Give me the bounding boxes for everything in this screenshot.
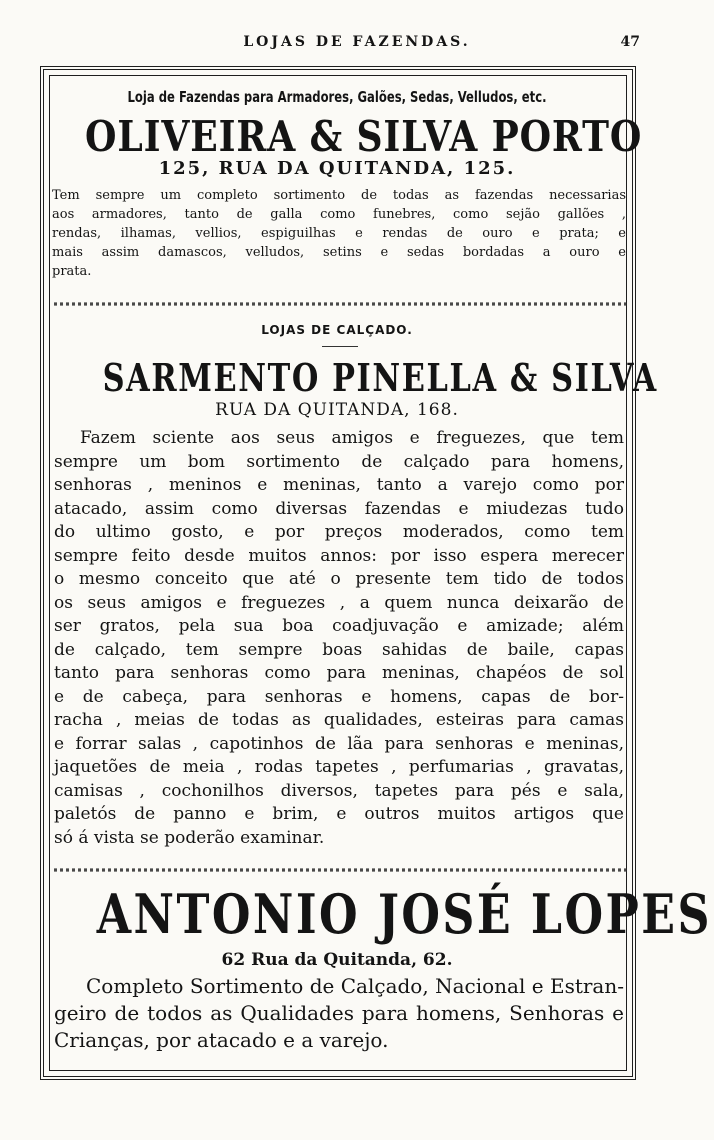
short-rule: [322, 346, 358, 347]
running-head-title: LOJAS DE FAZENDAS.: [243, 34, 471, 50]
ad2-body-line: e de cabeça, para senhoras e homens, capas de bor-: [54, 686, 624, 707]
ad1-address: 125, RUA DA QUITANDA, 125.: [158, 158, 516, 179]
ad2-body-line: de calçado, tem sempre boas sahidas de baile, capas: [54, 639, 624, 660]
ad1-body-line: rendas, ilhamas, vellios, espiguilhas e rendas de ouro e prata; e: [52, 226, 626, 241]
ad3-body-line: Crianças, por atacado e a varejo.: [54, 1028, 389, 1052]
ad2-body-line: sempre um bom sortimento de calçado para homens,: [54, 451, 624, 472]
ad1-business-name: OLIVEIRA & SILVA PORTO: [85, 112, 643, 161]
ad1-body-line: prata.: [52, 264, 92, 279]
ad2-body-line: senhoras , meninos e meninas, tanto a varejo como por: [54, 475, 624, 495]
ad2-business-name: SARMENTO PINELLA & SILVA: [102, 355, 658, 400]
ad1-body-line: Tem sempre um completo sortimento de todas as fazendas necessarias: [52, 188, 626, 203]
ad2-body-line: tanto para senhoras como para meninas, chapéos de sol: [54, 663, 624, 683]
ad2-body-line: Fazem sciente aos seus amigos e freguezes, que tem: [80, 428, 624, 448]
ad2-body-line: atacado, assim como diversas fazendas e miudezas tudo: [54, 498, 624, 519]
ad2-body-line: sempre feito desde muitos annos: por isso espera merecer: [54, 545, 624, 566]
ad1-body-line: mais assim damascos, velludos, setins e sedas bordadas a ouro e: [52, 245, 626, 260]
ad2-body-line: racha , meias de todas as qualidades, esteiras para camas: [54, 710, 624, 730]
ad1-heading: Loja de Fazendas para Armadores, Galões, Sedas, Velludos, etc.: [127, 88, 547, 106]
ad2-body-line: e forrar salas , capotinhos de lãa para senhoras e meninas,: [54, 733, 624, 754]
ad3-business-name: ANTONIO JOSÉ LOPES: [96, 882, 712, 946]
ad2-body-line: os seus amigos e freguezes , a quem nunca deixarão de: [54, 592, 624, 613]
ad2-body-line: camisas , cochonilhos diversos, tapetes para pés e sala,: [54, 780, 624, 801]
page-number: 47: [620, 34, 640, 50]
ad2-body-line: do ultimo gosto, e por preços moderados, como tem: [54, 522, 624, 542]
ad2-section-heading: LOJAS DE CALÇADO.: [261, 323, 413, 337]
ad2-body-line: só á vista se poderão examinar.: [54, 827, 325, 848]
running-head: [0, 34, 714, 56]
ad2-body-line: paletós de panno e brim, e outros muitos artigos que: [54, 804, 624, 824]
ad2-address: RUA DA QUITANDA, 168.: [215, 400, 459, 420]
ad2-body-line: o mesmo conceito que até o presente tem tido de todos: [54, 569, 624, 589]
ad2-body-line: ser gratos, pela sua boa coadjuvação e amizade; além: [54, 616, 624, 636]
ad2-body-line: jaquetões de meia , rodas tapetes , perfumarias , gravatas,: [54, 757, 624, 777]
ad3-address: 62 Rua da Quitanda, 62.: [221, 950, 453, 970]
ad3-body-line: Completo Sortimento de Calçado, Nacional e Estran-: [86, 974, 624, 998]
ad1-body-line: aos armadores, tanto de galla como funebres, como sejão gallões ,: [52, 207, 626, 222]
ad3-body-line: geiro de todos as Qualidades para homens, Senhoras e: [54, 1001, 624, 1025]
